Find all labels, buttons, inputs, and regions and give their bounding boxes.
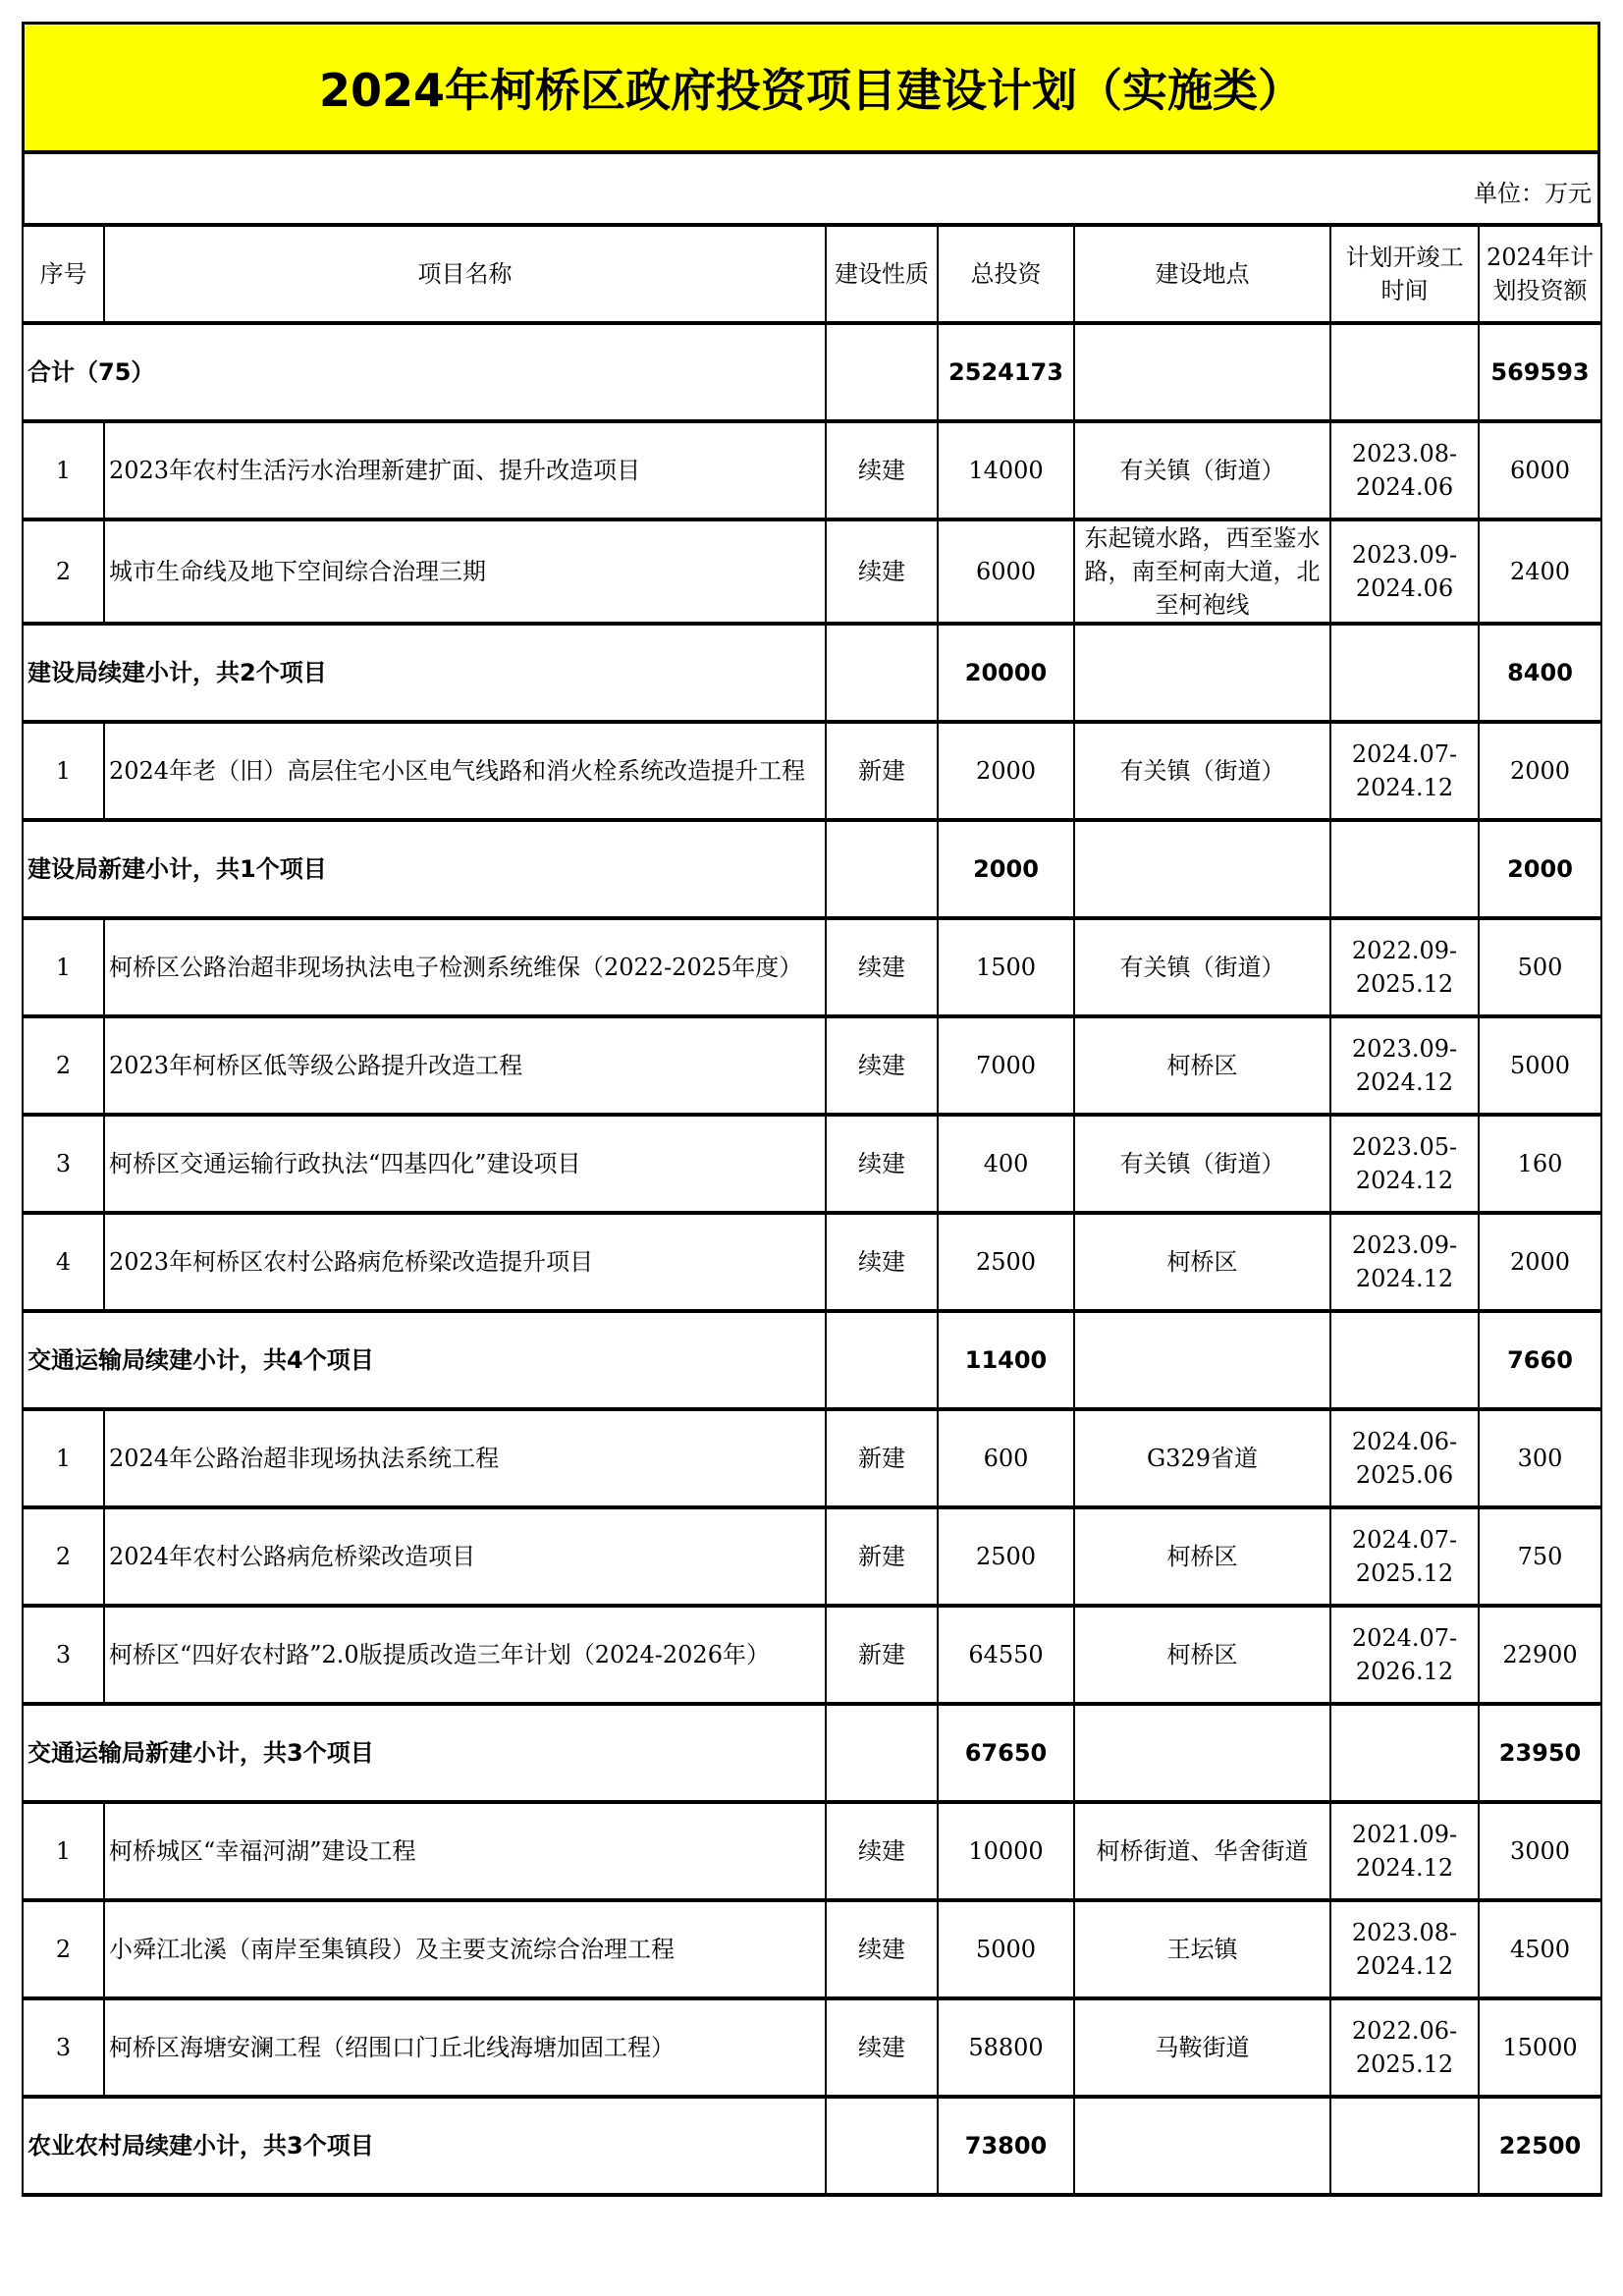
row-plan: 5000 xyxy=(1479,1016,1601,1115)
row-time: 2024.07-2024.12 xyxy=(1330,722,1479,820)
row-location: 王坛镇 xyxy=(1074,1900,1330,1998)
row-type: 续建 xyxy=(826,1213,938,1311)
row-seq: 1 xyxy=(23,722,104,820)
row-location: 柯桥区 xyxy=(1074,1606,1330,1704)
row-type: 续建 xyxy=(826,1115,938,1213)
total-location xyxy=(1074,323,1330,421)
total-label: 合计（75） xyxy=(23,323,826,421)
subtotal-location xyxy=(1074,1704,1330,1802)
row-plan: 2000 xyxy=(1479,722,1601,820)
row-seq: 2 xyxy=(23,1016,104,1115)
subtotal-label: 建设局新建小计，共1个项目 xyxy=(23,820,826,918)
row-plan: 160 xyxy=(1479,1115,1601,1213)
subtotal-plan: 23950 xyxy=(1479,1704,1601,1802)
row-type: 新建 xyxy=(826,722,938,820)
row-invest: 14000 xyxy=(938,421,1074,519)
row-type: 新建 xyxy=(826,1507,938,1606)
total-type xyxy=(826,323,938,421)
subtotal-invest: 2000 xyxy=(938,820,1074,918)
row-location: 柯桥区 xyxy=(1074,1507,1330,1606)
subtotal-plan: 22500 xyxy=(1479,2097,1601,2195)
subtotal-type xyxy=(826,2097,938,2195)
subtotal-row xyxy=(23,624,1601,722)
row-type: 续建 xyxy=(826,1900,938,1998)
row-seq: 2 xyxy=(23,1900,104,1998)
table-row xyxy=(23,1802,1601,1900)
row-invest: 2500 xyxy=(938,1213,1074,1311)
total-plan: 569593 xyxy=(1479,323,1601,421)
row-plan: 2000 xyxy=(1479,1213,1601,1311)
table-row xyxy=(23,1409,1601,1507)
row-seq: 2 xyxy=(23,1507,104,1606)
page-title: 2024年柯桥区政府投资项目建设计划（实施类） xyxy=(22,22,1600,154)
row-project-name: 柯桥区海塘安澜工程（绍围口门丘北线海塘加固工程） xyxy=(104,1998,826,2097)
row-plan: 3000 xyxy=(1479,1802,1601,1900)
row-seq: 1 xyxy=(23,1409,104,1507)
row-project-name: 2024年公路治超非现场执法系统工程 xyxy=(104,1409,826,1507)
header-time: 计划开竣工时间 xyxy=(1330,225,1479,323)
total-row xyxy=(23,323,1601,421)
row-invest: 2000 xyxy=(938,722,1074,820)
project-table xyxy=(22,223,1602,2197)
subtotal-label: 农业农村局续建小计，共3个项目 xyxy=(23,2097,826,2195)
row-project-name: 2024年老（旧）高层住宅小区电气线路和消火栓系统改造提升工程 xyxy=(104,722,826,820)
investment-plan-sheet xyxy=(22,22,1600,2197)
row-invest: 400 xyxy=(938,1115,1074,1213)
subtotal-row xyxy=(23,1311,1601,1409)
row-invest: 10000 xyxy=(938,1802,1074,1900)
row-seq: 3 xyxy=(23,1606,104,1704)
row-time: 2021.09-2024.12 xyxy=(1330,1802,1479,1900)
row-plan: 750 xyxy=(1479,1507,1601,1606)
row-plan: 300 xyxy=(1479,1409,1601,1507)
subtotal-row xyxy=(23,820,1601,918)
row-location: 马鞍街道 xyxy=(1074,1998,1330,2097)
subtotal-type xyxy=(826,820,938,918)
row-project-name: 小舜江北溪（南岸至集镇段）及主要支流综合治理工程 xyxy=(104,1900,826,1998)
header-invest: 总投资 xyxy=(938,225,1074,323)
subtotal-time xyxy=(1330,1704,1479,1802)
row-invest: 600 xyxy=(938,1409,1074,1507)
row-type: 续建 xyxy=(826,1802,938,1900)
table-row xyxy=(23,1507,1601,1606)
subtotal-plan: 2000 xyxy=(1479,820,1601,918)
row-project-name: 柯桥区交通运输行政执法“四基四化”建设项目 xyxy=(104,1115,826,1213)
header-seq: 序号 xyxy=(23,225,104,323)
row-invest: 7000 xyxy=(938,1016,1074,1115)
subtotal-location xyxy=(1074,2097,1330,2195)
row-time: 2024.06-2025.06 xyxy=(1330,1409,1479,1507)
subtotal-time xyxy=(1330,2097,1479,2195)
row-invest: 6000 xyxy=(938,519,1074,624)
subtotal-label: 交通运输局新建小计，共3个项目 xyxy=(23,1704,826,1802)
row-seq: 2 xyxy=(23,519,104,624)
row-plan: 2400 xyxy=(1479,519,1601,624)
row-time: 2023.09-2024.12 xyxy=(1330,1213,1479,1311)
table-row xyxy=(23,1900,1601,1998)
row-project-name: 柯桥区“四好农村路”2.0版提质改造三年计划（2024-2026年） xyxy=(104,1606,826,1704)
total-invest: 2524173 xyxy=(938,323,1074,421)
table-row xyxy=(23,1606,1601,1704)
row-invest: 1500 xyxy=(938,918,1074,1016)
table-row xyxy=(23,1115,1601,1213)
row-invest: 2500 xyxy=(938,1507,1074,1606)
subtotal-label: 交通运输局续建小计，共4个项目 xyxy=(23,1311,826,1409)
row-location: 有关镇（街道） xyxy=(1074,722,1330,820)
row-location: 柯桥区 xyxy=(1074,1213,1330,1311)
subtotal-plan: 8400 xyxy=(1479,624,1601,722)
subtotal-type xyxy=(826,1311,938,1409)
table-row xyxy=(23,918,1601,1016)
row-location: 柯桥区 xyxy=(1074,1016,1330,1115)
row-project-name: 城市生命线及地下空间综合治理三期 xyxy=(104,519,826,624)
row-invest: 64550 xyxy=(938,1606,1074,1704)
row-location: 有关镇（街道） xyxy=(1074,918,1330,1016)
header-type: 建设性质 xyxy=(826,225,938,323)
row-type: 续建 xyxy=(826,918,938,1016)
table-row xyxy=(23,722,1601,820)
row-location: 柯桥街道、华舍街道 xyxy=(1074,1802,1330,1900)
row-plan: 15000 xyxy=(1479,1998,1601,2097)
row-time: 2023.09-2024.06 xyxy=(1330,519,1479,624)
row-seq: 4 xyxy=(23,1213,104,1311)
subtotal-location xyxy=(1074,624,1330,722)
table-header-row xyxy=(23,225,1601,323)
row-location: G329省道 xyxy=(1074,1409,1330,1507)
row-time: 2023.05-2024.12 xyxy=(1330,1115,1479,1213)
table-row xyxy=(23,1016,1601,1115)
row-invest: 5000 xyxy=(938,1900,1074,1998)
subtotal-plan: 7660 xyxy=(1479,1311,1601,1409)
row-plan: 4500 xyxy=(1479,1900,1601,1998)
subtotal-row xyxy=(23,1704,1601,1802)
row-seq: 3 xyxy=(23,1115,104,1213)
row-project-name: 柯桥城区“幸福河湖”建设工程 xyxy=(104,1802,826,1900)
table-row xyxy=(23,519,1601,624)
subtotal-location xyxy=(1074,820,1330,918)
row-seq: 1 xyxy=(23,918,104,1016)
subtotal-type xyxy=(826,1704,938,1802)
subtotal-invest: 11400 xyxy=(938,1311,1074,1409)
row-type: 续建 xyxy=(826,1016,938,1115)
row-seq: 1 xyxy=(23,421,104,519)
row-time: 2023.09-2024.12 xyxy=(1330,1016,1479,1115)
row-location: 有关镇（街道） xyxy=(1074,421,1330,519)
row-type: 新建 xyxy=(826,1606,938,1704)
header-location: 建设地点 xyxy=(1074,225,1330,323)
row-plan: 6000 xyxy=(1479,421,1601,519)
subtotal-invest: 73800 xyxy=(938,2097,1074,2195)
row-seq: 1 xyxy=(23,1802,104,1900)
row-location: 有关镇（街道） xyxy=(1074,1115,1330,1213)
unit-label: 单位：万元 xyxy=(22,154,1600,223)
row-type: 续建 xyxy=(826,421,938,519)
subtotal-time xyxy=(1330,820,1479,918)
row-type: 新建 xyxy=(826,1409,938,1507)
row-plan: 22900 xyxy=(1479,1606,1601,1704)
subtotal-invest: 20000 xyxy=(938,624,1074,722)
row-seq: 3 xyxy=(23,1998,104,2097)
row-project-name: 2023年柯桥区低等级公路提升改造工程 xyxy=(104,1016,826,1115)
row-time: 2022.09-2025.12 xyxy=(1330,918,1479,1016)
table-row xyxy=(23,421,1601,519)
subtotal-type xyxy=(826,624,938,722)
row-time: 2024.07-2026.12 xyxy=(1330,1606,1479,1704)
total-time xyxy=(1330,323,1479,421)
subtotal-time xyxy=(1330,624,1479,722)
row-invest: 58800 xyxy=(938,1998,1074,2097)
subtotal-time xyxy=(1330,1311,1479,1409)
row-location: 东起镜水路，西至鉴水路，南至柯南大道，北至柯袍线 xyxy=(1074,519,1330,624)
subtotal-invest: 67650 xyxy=(938,1704,1074,1802)
table-row xyxy=(23,1213,1601,1311)
row-time: 2024.07-2025.12 xyxy=(1330,1507,1479,1606)
subtotal-location xyxy=(1074,1311,1330,1409)
row-project-name: 柯桥区公路治超非现场执法电子检测系统维保（2022-2025年度） xyxy=(104,918,826,1016)
row-time: 2023.08-2024.06 xyxy=(1330,421,1479,519)
subtotal-row xyxy=(23,2097,1601,2195)
header-name: 项目名称 xyxy=(104,225,826,323)
subtotal-label: 建设局续建小计，共2个项目 xyxy=(23,624,826,722)
row-project-name: 2024年农村公路病危桥梁改造项目 xyxy=(104,1507,826,1606)
header-plan: 2024年计划投资额 xyxy=(1479,225,1601,323)
row-plan: 500 xyxy=(1479,918,1601,1016)
row-type: 续建 xyxy=(826,519,938,624)
row-time: 2022.06-2025.12 xyxy=(1330,1998,1479,2097)
row-type: 续建 xyxy=(826,1998,938,2097)
row-project-name: 2023年农村生活污水治理新建扩面、提升改造项目 xyxy=(104,421,826,519)
row-time: 2023.08-2024.12 xyxy=(1330,1900,1479,1998)
table-row xyxy=(23,1998,1601,2097)
row-project-name: 2023年柯桥区农村公路病危桥梁改造提升项目 xyxy=(104,1213,826,1311)
